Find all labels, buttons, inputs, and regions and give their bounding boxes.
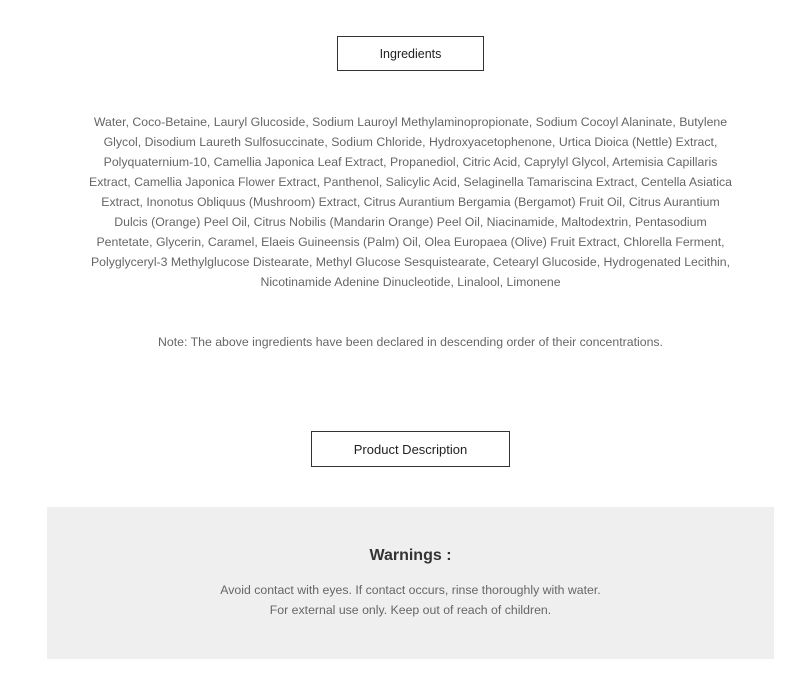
ingredients-tab-button[interactable]: Ingredients xyxy=(337,36,484,71)
warnings-title: Warnings : xyxy=(369,547,452,564)
warnings-panel xyxy=(47,507,774,659)
ingredients-note: Note: The above ingredients have been declared in descending order of their concentrations. xyxy=(158,335,663,349)
warning-line-eyes: Avoid contact with eyes. If contact occurs, rinse thoroughly with water. xyxy=(220,583,601,597)
warning-line-external-use: For external use only. Keep out of reach of children. xyxy=(269,603,552,617)
product-description-button[interactable]: Product Description xyxy=(311,431,510,467)
ingredients-list: Water, Coco-Betaine, Lauryl Glucoside, Sodium Lauroyl Methylaminopropionate, Sodium Cocoyl Alaninate, Butylene Glycol, Disodium Laureth Sulfosuccinate, Sodium Chloride, Hydroxyacetophenone, Urtica Dioica (Nettle) Extract, Polyquaternium-10, Camellia Japonica Leaf Extract, Propanediol, Citric Acid, Caprylyl Glycol, Artemisia Capillaris Extract, Camellia Japonica Flower Extract, Panthenol, Salicylic Acid, Selaginella Tamariscina Extract, Centella Asiatica Extract, Inonotus Obliquus (Mushroom) Extract, Citrus Aurantium Bergamia (Bergamot) Fruit Oil, Citrus Aurantium Dulcis (Orange) Peel Oil, Citrus Nobilis (Mandarin Orange) Peel Oil, Niacinamide, Maltodextrin, Pentasodium Pentetate, Glycerin, Caramel, Elaeis Guineensis (Palm) Oil, Olea Europaea (Olive) Fruit Extract, Chlorella Ferment, Polyglyceryl-3 Methylglucose Distearate, Methyl Glucose Sesquistearate, Cetearyl Glucoside, Hydrogenated Lecithin, Nicotinamide Adenine Dinucleotide, Linalool, Limonene xyxy=(89,115,732,289)
